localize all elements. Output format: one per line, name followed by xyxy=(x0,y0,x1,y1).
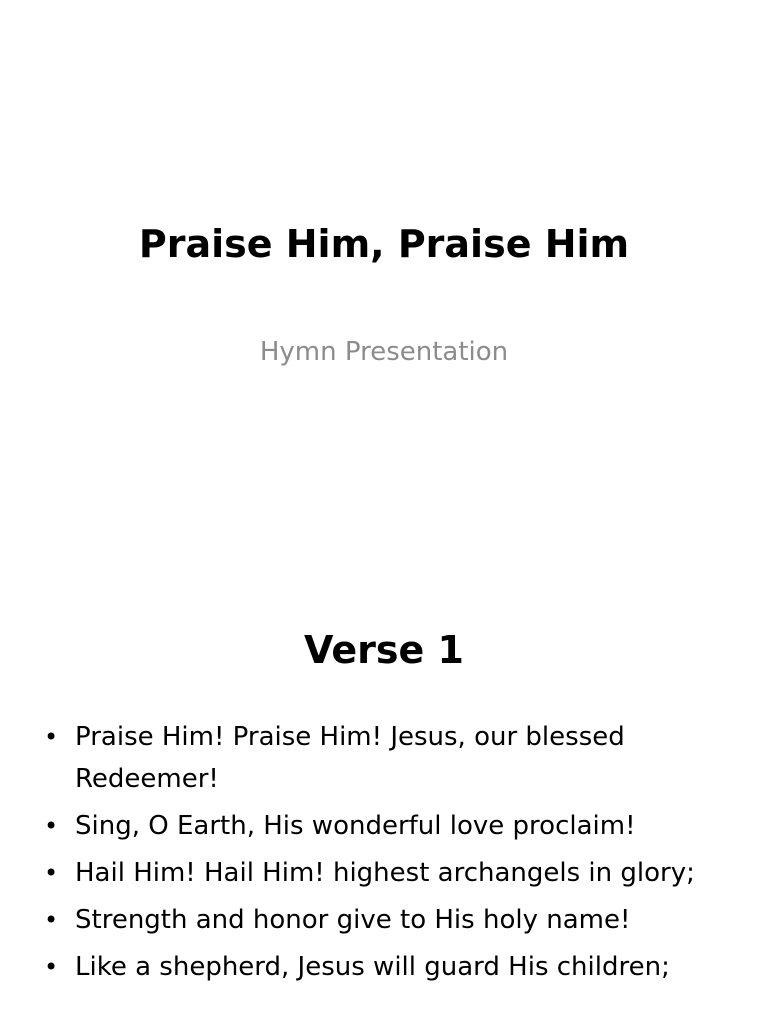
lyric-text: Like a shepherd, Jesus will guard His children; xyxy=(75,952,670,982)
bullet-icon: • xyxy=(44,906,59,934)
bullet-icon: • xyxy=(44,723,59,751)
lyrics-list xyxy=(44,716,744,993)
lyric-text: Praise Him! Praise Him! Jesus, our blessed Redeemer! xyxy=(75,722,625,794)
lyric-text: Hail Him! Hail Him! highest archangels in glory; xyxy=(75,858,695,888)
bullet-icon: • xyxy=(44,812,59,840)
verse-slide xyxy=(0,576,768,1024)
lyric-line xyxy=(44,852,744,894)
lyric-line xyxy=(44,899,744,941)
lyric-text: Sing, O Earth, His wonderful love proclaim! xyxy=(75,811,636,841)
bullet-icon: • xyxy=(44,953,59,981)
slide-title: Praise Him, Praise Him xyxy=(138,222,630,266)
lyric-line xyxy=(44,805,744,847)
bullet-icon: • xyxy=(44,859,59,887)
lyric-text: Strength and honor give to His holy name! xyxy=(75,905,631,935)
slide-subtitle: Hymn Presentation xyxy=(259,337,509,367)
lyric-line xyxy=(44,946,744,988)
verse-title: Verse 1 xyxy=(304,628,464,672)
lyric-line xyxy=(44,716,744,800)
